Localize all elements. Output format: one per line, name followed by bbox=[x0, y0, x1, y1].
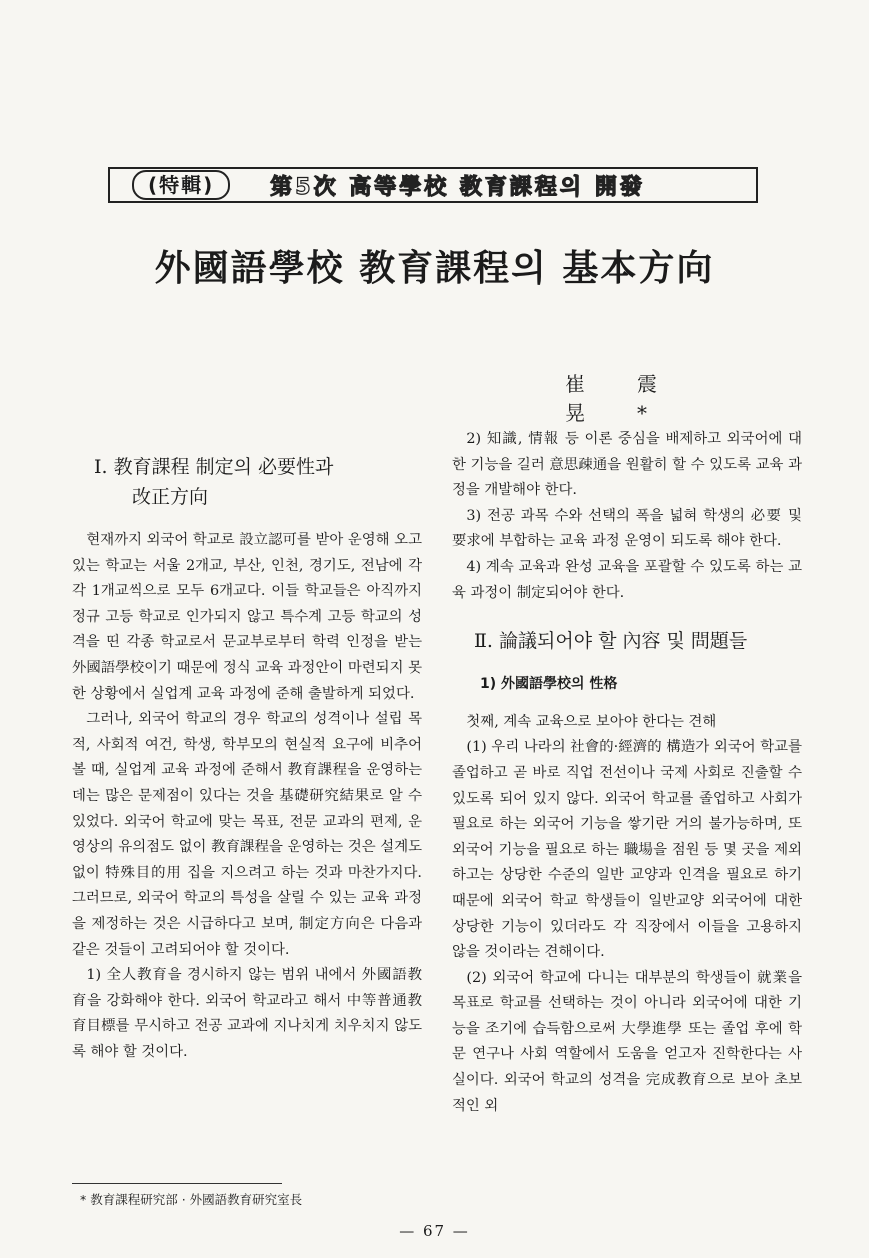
left-column bbox=[72, 452, 422, 1065]
feature-topic: 第5次 高等學校 教育課程의 開發 bbox=[270, 174, 645, 200]
feature-tag: (特輯) bbox=[132, 170, 230, 200]
right-column bbox=[452, 427, 802, 1119]
list-item: 3) 전공 과목 수와 선택의 폭을 넓혀 학생의 必要 및 要求에 부합하는 교육 과정 운영이 되도록 해야 한다. bbox=[452, 507, 802, 550]
section-1-heading-line2: 改正方向 bbox=[132, 486, 209, 508]
list-item: 2) 知識, 情報 등 이론 중심을 배제하고 외국어에 대한 기능을 길러 意思疎通을 원활히 할 수 있도록 교육 과정을 개발해야 한다. bbox=[452, 431, 802, 499]
footnote: * 教育課程研究部 · 外國語教育研究室長 bbox=[80, 1192, 303, 1207]
section-1-heading bbox=[94, 452, 422, 512]
section-1-heading-line1: Ⅰ. 教育課程 制定의 必要性과 bbox=[94, 456, 334, 478]
paragraph: (1) 우리 나라의 社會的·經濟的 構造가 외국어 학교를 졸업하고 곧 바로 직업 전선이나 국제 사회로 진출할 수 있도록 되어 있지 않다. 외국어 학교를 졸업하고 사회가 필요로 하는 외국어 기능을 쌓기란 거의 불가능하며, 또 외국어 기능을 필요로 하는 職場을 점원 등 몇 곳을 제외하고는 상당한 수준의 일반 교양과 인격을 필요로 하기 때문에 외국어 학교 학생들이 일반교양 외국어에 대한 상당한 기능이 있더라도 각 직장에서 이들을 고용하지 않을 것이라는 견해이다. bbox=[452, 739, 802, 961]
paragraph: 첫째, 계속 교육으로 보아야 한다는 견해 bbox=[466, 713, 717, 730]
author-name: 崔震晃* bbox=[565, 372, 709, 425]
paragraph: 그러나, 외국어 학교의 경우 학교의 성격이나 설립 목적, 사회적 여건, 학생, 학부모의 현실적 요구에 비추어 볼 때, 실업계 교육 과정에 준해서 教育課程을 운영하는 데는 많은 문제점이 있다는 것을 基礎研究結果로 알 수 있었다. 외국어 학교에 맞는 목표, 전문 교과의 편제, 운영상의 유의점도 없이 教育課程을 운영하는 것은 설계도 없이 特殊目的用 집을 지으려고 하는 것과 마찬가지다. 그러므로, 외국어 학교의 특성을 살릴 수 있는 교육 과정을 제정하는 것은 시급하다고 보며, 制定方向은 다음과 같은 것들이 고려되어야 할 것이다. bbox=[72, 711, 422, 958]
list-item: 4) 계속 교육과 완성 교육을 포괄할 수 있도록 하는 교육 과정이 制定되어야 한다. bbox=[452, 558, 802, 601]
paragraph: 1) 全人教育을 경시하지 않는 범위 내에서 外國語教育을 강화해야 한다. 외국어 학교라고 해서 中等普通教育目標를 무시하고 전공 교과에 지나치게 치우치지 않도록 해야 할 것이다. bbox=[72, 967, 422, 1060]
section-2-heading: Ⅱ. 論議되어야 할 內容 및 問題들 bbox=[474, 630, 748, 653]
footnote-divider bbox=[72, 1183, 282, 1184]
subsection-heading: 1) 外國語學校의 性格 bbox=[480, 676, 618, 693]
feature-banner bbox=[108, 167, 758, 203]
article-title: 外國語學校 教育課程의 基本方向 bbox=[154, 247, 715, 289]
page-number: — 67 — bbox=[399, 1222, 470, 1240]
paragraph: (2) 외국어 학교에 다니는 대부분의 학생들이 就業을 목표로 학교를 선택하는 것이 아니라 외국어에 대한 기능을 조기에 습득함으로써 大學進學 또는 졸업 후에 학문 연구나 사회 역할에서 도움을 얻고자 진학한다는 사실이다. 외국어 학교의 성격을 完成教育으로 보아 초보적인 외 bbox=[452, 969, 802, 1114]
paragraph: 현재까지 외국어 학교로 設立認可를 받아 운영해 오고 있는 학교는 서울 2개교, 부산, 인천, 경기도, 전남에 각각 1개교씩으로 모두 6개교다. 이들 학교들은 아직까지 정규 고등 학교로 인가되지 않고 특수계 고등 학교의 성격을 띤 각종 학교로서 문교부로부터 학력 인정을 받는 外國語學校이기 때문에 정식 교육 과정안이 마련되지 못한 상황에서 실업계 교육 과정에 준해 출발하게 되었다. bbox=[72, 532, 422, 702]
